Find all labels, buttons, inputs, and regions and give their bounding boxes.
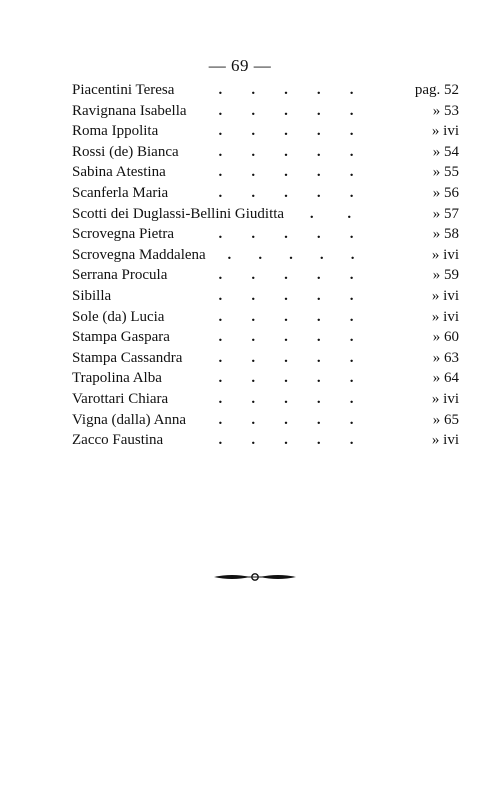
entry-name: Varottari Chiara <box>72 390 169 407</box>
dot-leader: . . . . . <box>218 411 354 428</box>
entry-name: Scrovegna Pietra <box>72 226 175 243</box>
dot-leader: . . . . . <box>218 329 354 346</box>
dot-leader: . . . . . <box>218 184 354 201</box>
index-entry <box>72 286 459 307</box>
entry-page-reference: » 57 <box>432 205 459 222</box>
tailpiece-ornament-icon <box>212 570 298 584</box>
entry-page-reference: » 59 <box>432 267 459 284</box>
index-entry <box>72 245 459 266</box>
index-entry <box>72 327 459 348</box>
index-entry <box>72 430 459 451</box>
entry-name: Rossi (de) Bianca <box>72 143 179 160</box>
entry-name: Scrovegna Maddalena <box>72 246 206 263</box>
entry-page-reference: » ivi <box>431 287 459 304</box>
entry-name: Piacentini Teresa <box>72 82 175 98</box>
dot-leader: . . . . . <box>218 432 354 449</box>
dot-leader: . . . . . <box>218 370 354 387</box>
dot-leader: . . . . . <box>218 123 354 140</box>
entry-name: Sole (da) Lucia <box>72 308 165 325</box>
entry-name: Roma Ippolita <box>72 123 159 140</box>
entry-page-reference: » ivi <box>431 123 459 140</box>
entry-page-reference: » 65 <box>432 411 459 428</box>
index-entry <box>72 121 459 142</box>
dot-leader: . . . . . <box>218 82 354 98</box>
dot-leader: . . . . . <box>218 143 354 160</box>
entry-name: Trapolina Alba <box>72 370 162 387</box>
index-entry <box>72 389 459 410</box>
dot-leader: . . . . . <box>227 246 355 263</box>
entry-name: Stampa Gaspara <box>72 329 170 346</box>
index-entry <box>72 101 459 122</box>
entry-page-reference: » 53 <box>432 102 459 119</box>
entry-name: Zacco Faustina <box>72 432 164 449</box>
dot-leader: . . . . . <box>218 102 354 119</box>
dot-leader: . . . . . <box>218 390 354 407</box>
dot-leader: . . . . . <box>218 267 354 284</box>
index-entry <box>72 224 459 245</box>
page-number: — 69 — <box>208 56 272 75</box>
entry-name: Vigna (dalla) Anna <box>72 411 187 428</box>
entry-page-reference: » 55 <box>432 164 459 181</box>
index-entry <box>72 410 459 431</box>
entry-page-reference: » 54 <box>432 143 459 160</box>
entry-name: Sibilla <box>72 287 112 304</box>
index-entry <box>72 307 459 328</box>
entry-name: Scotti dei Duglassi-Bellini Giuditta <box>72 205 285 222</box>
entry-page-reference: » ivi <box>431 432 459 449</box>
dot-leader: . . . . . <box>218 164 354 181</box>
dot-leader: . . . . . <box>218 287 354 304</box>
index-entry <box>72 142 459 163</box>
index-entry <box>72 368 459 389</box>
index-entry <box>72 162 459 183</box>
dot-leader: . . . . . <box>218 226 354 243</box>
entry-page-reference: » ivi <box>431 308 459 325</box>
index-entry <box>72 183 459 204</box>
entry-name: Stampa Cassandra <box>72 349 183 366</box>
entry-page-reference: » 63 <box>432 349 459 366</box>
entry-page-reference: » 58 <box>432 226 459 243</box>
index-entry <box>72 204 459 225</box>
entry-name: Ravignana Isabella <box>72 102 187 119</box>
entry-page-reference: » 56 <box>432 184 459 201</box>
entry-page-reference: » ivi <box>431 246 459 263</box>
entry-page-reference: pag. 52 <box>414 82 459 98</box>
entry-page-reference: » 60 <box>432 329 459 346</box>
index-entry <box>72 348 459 369</box>
dot-leader: . . . . . <box>218 308 354 325</box>
index-list <box>72 80 459 451</box>
dot-leader: . . . . . <box>218 349 354 366</box>
entry-name: Serrana Procula <box>72 267 168 284</box>
entry-page-reference: » 64 <box>432 370 459 387</box>
entry-name: Scanferla Maria <box>72 184 169 201</box>
index-entry <box>72 265 459 286</box>
entry-page-reference: » ivi <box>431 390 459 407</box>
index-entry <box>72 80 459 101</box>
dot-leader: . . <box>309 205 352 222</box>
entry-name: Sabina Atestina <box>72 164 166 181</box>
